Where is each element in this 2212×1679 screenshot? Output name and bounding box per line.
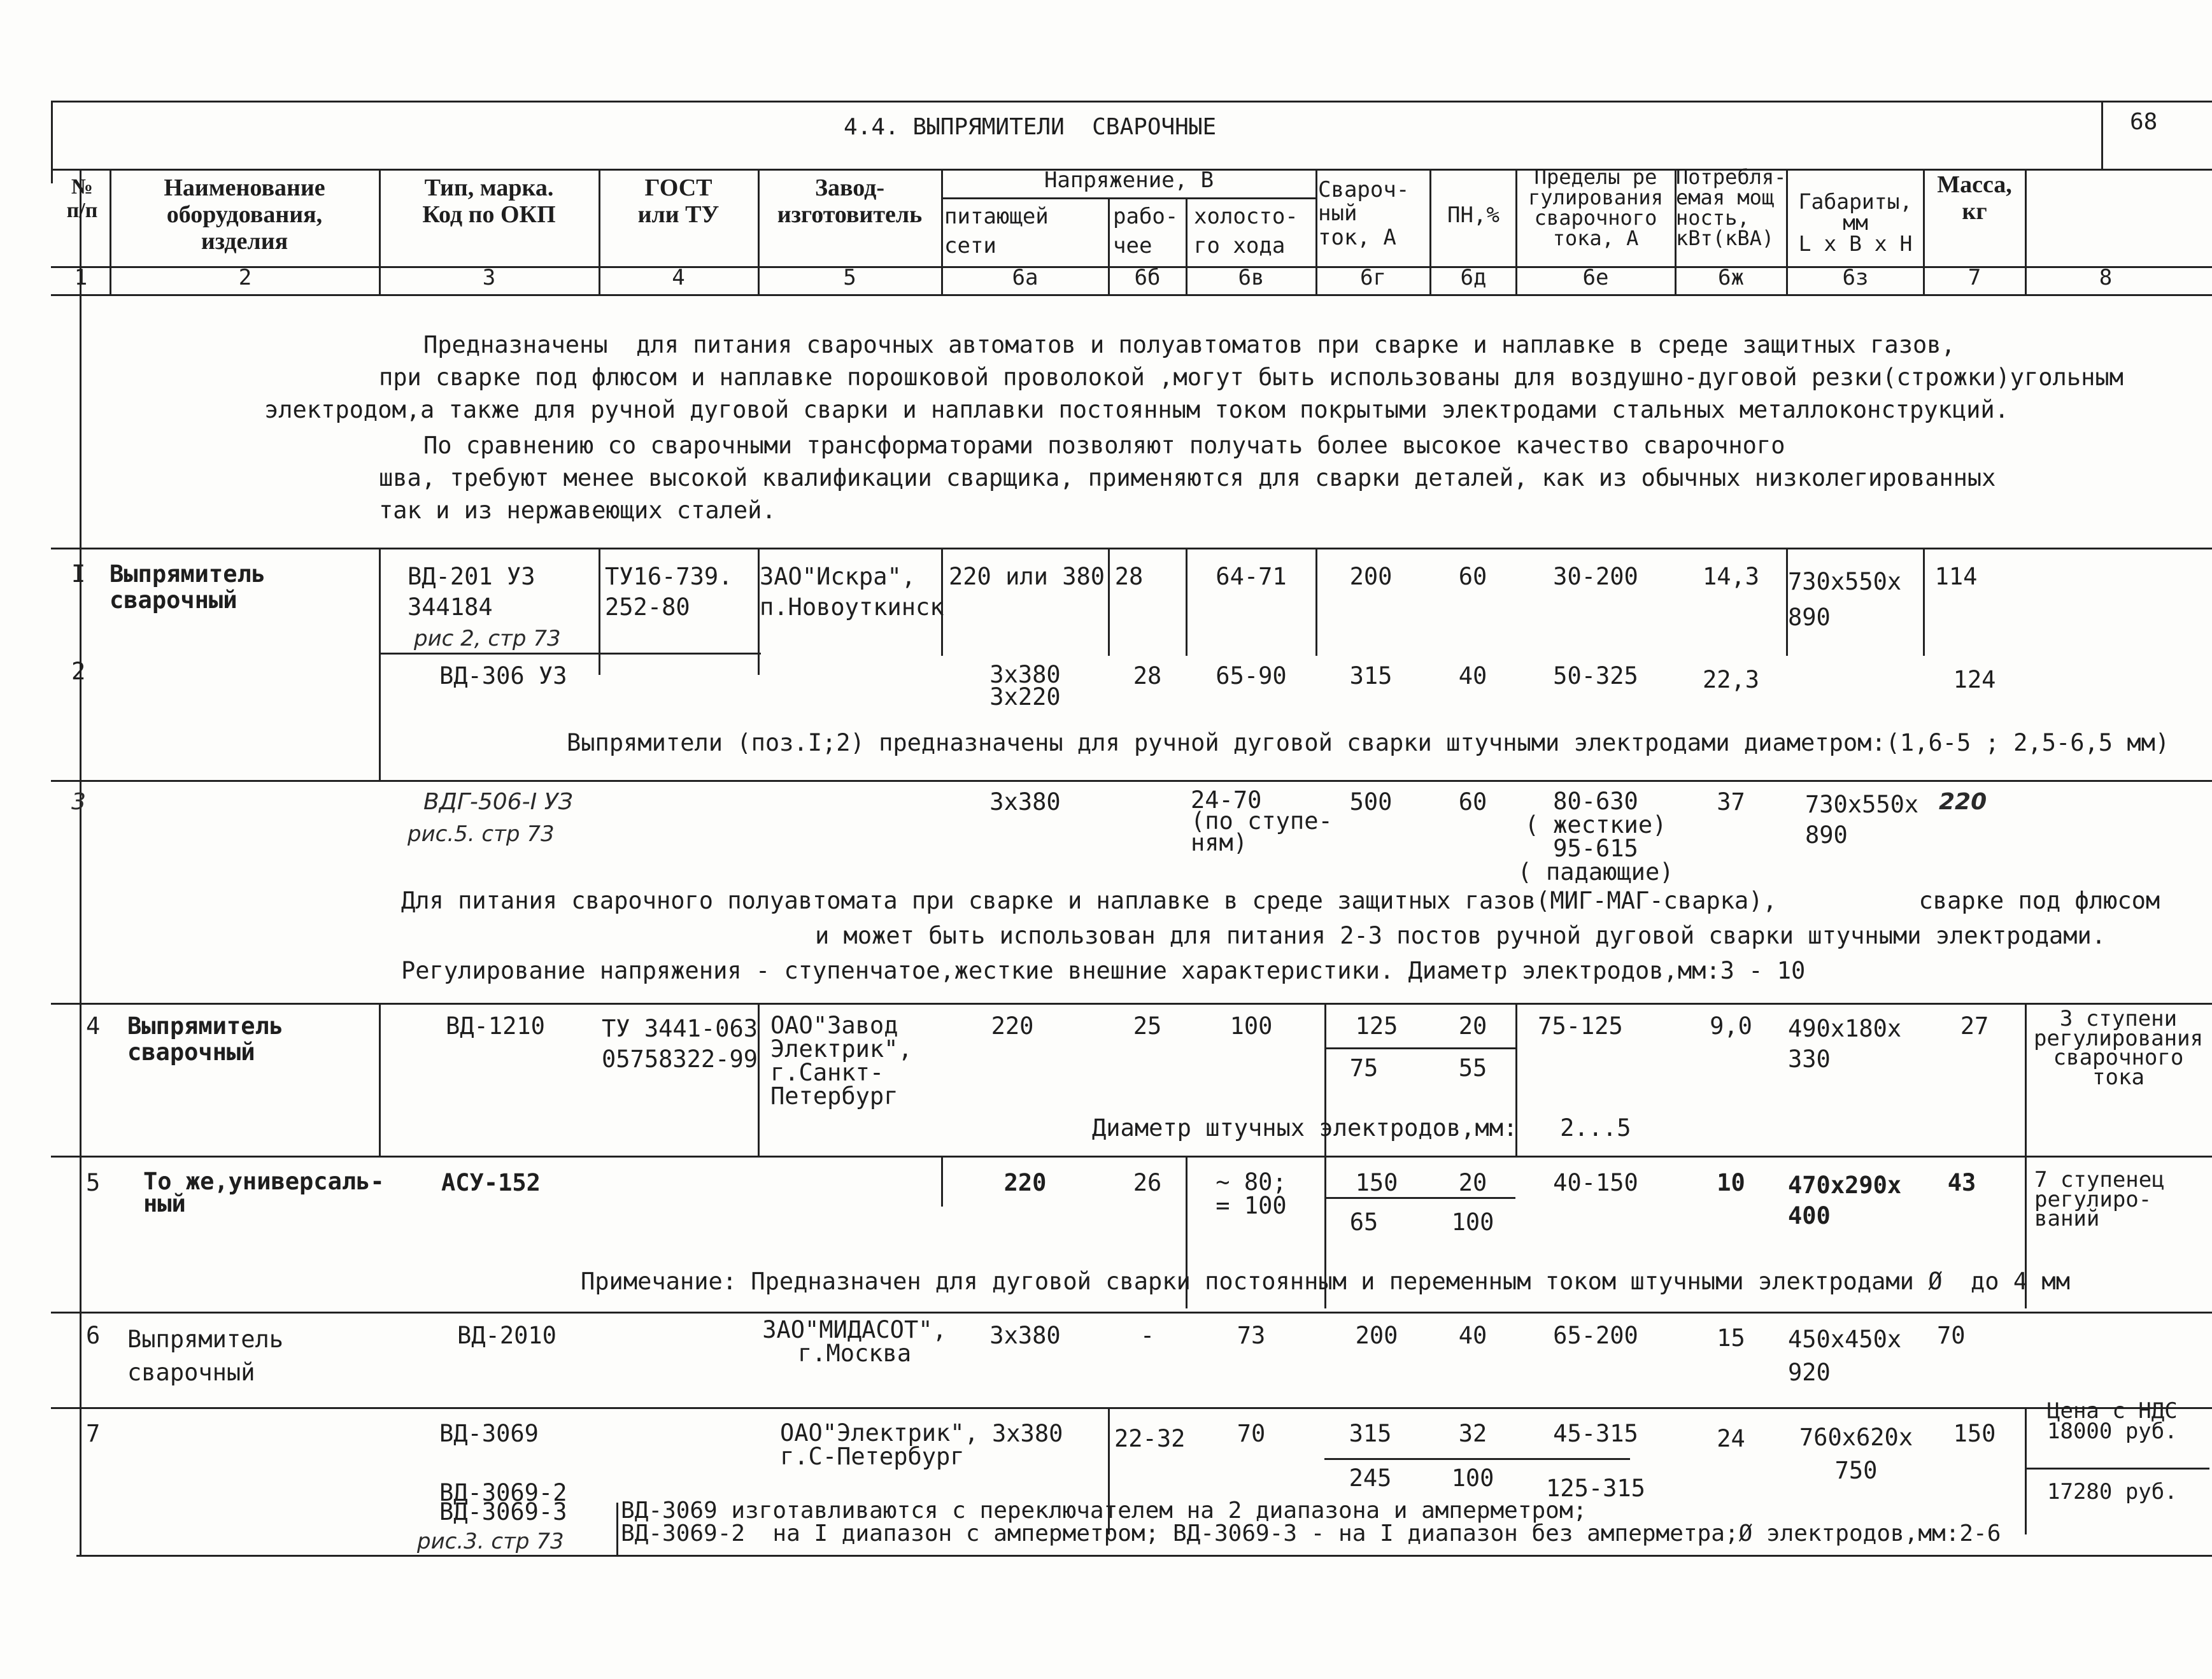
row1-type: ВД-201 УЗ 344184 xyxy=(408,563,535,621)
row2-current: 315 xyxy=(1349,662,1393,690)
rule-row1 xyxy=(51,548,2212,549)
colnum-6d: 6д xyxy=(1460,265,1487,290)
header-type: Тип, марка. Код по ОКП xyxy=(422,174,556,228)
row1-current: 200 xyxy=(1349,563,1393,590)
row7-power: 24 xyxy=(1717,1425,1745,1452)
header-gost: ГОСТ или ТУ xyxy=(637,174,720,228)
row7-range: 45-315 xyxy=(1553,1420,1638,1447)
rule-row2 xyxy=(51,780,2212,782)
row4-idle: 100 xyxy=(1230,1012,1273,1040)
row5-current-2: 65 xyxy=(1349,1208,1379,1236)
row2-work: 28 xyxy=(1133,662,1162,690)
rule-top xyxy=(51,101,2212,103)
row7-num: 7 xyxy=(86,1420,101,1447)
row4-maker: ОАО"Завод Электрик", г.Санкт- Петербург xyxy=(770,1012,912,1110)
rule-price xyxy=(2025,1468,2209,1470)
row5-pn: 20 xyxy=(1458,1169,1487,1196)
intro-line-5: шва, требуют менее высокой квалификации сварщика, применяются для сварки деталей, как из обычных низколегированных xyxy=(379,464,1996,492)
rule-v-r7-remark xyxy=(2025,1407,2027,1534)
row3-range: 80-630 ( жесткие) 95-615 ( падающие) xyxy=(1517,788,1674,886)
row1-mass: 114 xyxy=(1934,563,1978,590)
row1-pn: 60 xyxy=(1458,563,1487,590)
row2-supply: 3х380 3х220 xyxy=(989,661,1061,711)
row1-work: 28 xyxy=(1114,563,1144,590)
header-mass: Масса, кг xyxy=(1937,171,2012,225)
rule-row7 xyxy=(51,1407,2212,1409)
row7-maker: ОАО"Электрик", г.С-Петербург xyxy=(780,1419,979,1470)
row5-work: 26 xyxy=(1133,1169,1162,1196)
row3-num: 3 xyxy=(71,789,86,815)
colnum-3: 3 xyxy=(482,265,496,290)
row7-price-1: Цена с НДС 18000 руб. xyxy=(2047,1398,2178,1445)
row2-num: 2 xyxy=(71,658,86,685)
header-v-work: рабо- чее xyxy=(1113,204,1179,259)
colnum-6b: 6б xyxy=(1134,265,1161,290)
row1-supply: 220 или 380 xyxy=(949,563,1105,590)
row3-dims: 730х550х 890 xyxy=(1805,791,1919,849)
row5-idle: ~ 80; = 100 xyxy=(1216,1168,1287,1219)
page-number: 68 xyxy=(2130,109,2158,135)
header-v-idle: холосто- го хода xyxy=(1194,204,1298,259)
colnum-4: 4 xyxy=(672,265,685,290)
row6-pn: 40 xyxy=(1458,1322,1487,1349)
row2-idle: 65-90 xyxy=(1216,662,1287,690)
row6-power: 15 xyxy=(1717,1324,1745,1352)
row4-range: 75-125 xyxy=(1538,1012,1623,1040)
header-num: № п/п xyxy=(66,175,98,223)
row7-mass: 150 xyxy=(1953,1420,1996,1447)
row6-dims: 450х450х 920 xyxy=(1788,1326,1902,1386)
row7-idle: 70 xyxy=(1237,1420,1266,1447)
rule-v-r4-gost xyxy=(758,1003,760,1156)
colnum-2: 2 xyxy=(238,265,252,290)
row3-fig: рис.5. стр 73 xyxy=(408,821,555,847)
row7-current: 315 xyxy=(1349,1420,1392,1447)
row1-idle: 64-71 xyxy=(1216,563,1287,590)
row1-name: Выпрямитель сварочный xyxy=(110,560,266,614)
row7-pn: 32 xyxy=(1458,1420,1487,1447)
row3-pn: 60 xyxy=(1458,788,1487,816)
row7-work: 22-32 xyxy=(1114,1425,1186,1452)
rule-v-num xyxy=(80,169,82,1557)
row1-num: I xyxy=(71,560,86,588)
row1-power: 14,3 xyxy=(1702,563,1760,590)
rule-voltage xyxy=(941,197,1315,199)
header-pn: ПН,% xyxy=(1447,202,1499,228)
rule-row1-sub xyxy=(379,653,761,655)
row2-mass: 124 xyxy=(1953,666,1996,693)
colnum-6v: 6в xyxy=(1238,265,1265,290)
intro-line-6: так и из нержавеющих сталей. xyxy=(379,497,776,524)
intro-line-2: при сварке под флюсом и наплавке порошковой проволокой ,могут быть использованы для воздушно-дуговой резки(строжки)угольным xyxy=(379,364,2123,391)
row6-supply: 3х380 xyxy=(989,1322,1061,1349)
row6-maker: ЗАО"МИДАСОТ", г.Москва xyxy=(762,1316,947,1367)
row3-idle: 24-70 (по ступе- ням) xyxy=(1191,786,1333,856)
intro-line-3: электродом,а также для ручной дуговой сварки и наплавки постоянным током покрытыми электродами стальных металлоконструкций. xyxy=(264,396,2009,423)
row4-power: 9,0 xyxy=(1710,1012,1752,1040)
row5-range: 40-150 xyxy=(1553,1169,1638,1196)
header-name: Наименование оборудования, изделия xyxy=(164,174,325,255)
colnum-8: 8 xyxy=(2099,265,2113,290)
row3-type: ВДГ-506-I УЗ xyxy=(423,789,573,815)
row5-current: 150 xyxy=(1355,1169,1398,1196)
row3-note-2: и может быть использован для питания 2-3 постов ручной дуговой сварки штучными электродами. xyxy=(815,922,2106,949)
header-power: Потребля- емая мощ ность, кВт(кВА) xyxy=(1676,165,1787,250)
row3-note-1: Для питания сварочного полуавтомата при сварке и наплавке в среде защитных газов(МИГ-МАГ-сварка), сварке под флюсом xyxy=(401,887,2160,914)
rule-row5-sub xyxy=(1324,1197,1515,1199)
rule-v-body-gost xyxy=(599,548,600,675)
row2-pn: 40 xyxy=(1458,662,1487,690)
row5-supply: 220 xyxy=(1003,1169,1047,1196)
row4-remark: 3 ступени регулирования сварочного тока xyxy=(2033,1006,2204,1090)
header-maker: Завод- изготовитель xyxy=(777,174,923,228)
rule-v-body-type xyxy=(379,548,381,780)
rule-bottom xyxy=(76,1555,2212,1557)
colnum-6a: 6а xyxy=(1012,265,1039,290)
rule-row6 xyxy=(51,1312,2212,1314)
row4-gost: ТУ 3441-063 05758322-99 xyxy=(602,1015,758,1073)
row4-note: Диаметр штучных электродов,мм: 2...5 xyxy=(1092,1114,1631,1142)
rule-v-r7-note xyxy=(616,1503,618,1557)
colnum-6g: 6г xyxy=(1360,265,1386,290)
row3-mass: 220 xyxy=(1939,789,1987,815)
rule-row7-sub xyxy=(1324,1458,1630,1460)
row7-dims: 760х620х 750 xyxy=(1799,1424,1913,1484)
row4-pn: 20 xyxy=(1458,1012,1487,1040)
row2-range: 50-325 xyxy=(1553,662,1638,690)
row5-note: Примечание: Предназначен для дуговой сварки постоянным и переменным током штучными электродами Ø до 4 мм xyxy=(581,1268,2070,1295)
row7-variants: ВД-3069-2 ВД-3069-3 xyxy=(439,1479,567,1526)
row6-mass: 70 xyxy=(1937,1322,1966,1349)
row5-num: 5 xyxy=(86,1169,101,1196)
row2-power: 22,3 xyxy=(1702,666,1760,693)
row6-type: ВД-2010 xyxy=(457,1322,557,1349)
row5-remark: 7 ступенец регулиро- ваний xyxy=(2034,1167,2165,1232)
section-title: 4.4. ВЫПРЯМИТЕЛИ СВАРОЧНЫЕ xyxy=(844,114,1217,140)
header-range: Пределы ре гулирования сварочного тока, А xyxy=(1528,165,1663,250)
intro-line-4: По сравнению со сварочными трансформаторами позволяют получать более высокое качество сварочного xyxy=(423,432,1785,459)
colnum-6e: 6е xyxy=(1582,265,1609,290)
header-dims: Габариты, мм L x B x H xyxy=(1798,189,1913,256)
row7-fig: рис.3. стр 73 xyxy=(417,1529,564,1554)
row3-current: 500 xyxy=(1349,788,1393,816)
row4-supply: 220 xyxy=(991,1012,1034,1040)
row1-range: 30-200 xyxy=(1553,563,1638,590)
rule-v-pagebox xyxy=(2101,101,2103,171)
row4-current-2: 75 xyxy=(1349,1054,1379,1082)
rule-v-left xyxy=(51,101,53,183)
row6-range: 65-200 xyxy=(1553,1322,1638,1349)
rule-row4 xyxy=(51,1003,2212,1005)
header-current: Свароч- ный ток, А xyxy=(1318,177,1410,250)
colnum-7: 7 xyxy=(1967,265,1982,290)
row5-pn-2: 100 xyxy=(1451,1208,1494,1236)
row3-note-3: Регулирование напряжения - ступенчатое,жесткие внешние характеристики. Диаметр электродов,мм:3 - 10 xyxy=(401,957,1806,984)
row7-range-2: 125-315 xyxy=(1546,1475,1645,1502)
colnum-6z: 6з xyxy=(1842,265,1869,290)
row3-supply: 3х380 xyxy=(989,788,1061,816)
row5-dims: 470х290х 400 xyxy=(1788,1172,1902,1230)
row5-mass: 43 xyxy=(1947,1169,1976,1196)
row6-name: Выпрямитель сварочный xyxy=(127,1326,284,1386)
row4-num: 4 xyxy=(86,1012,101,1040)
row5-type: АСУ-152 xyxy=(441,1169,541,1196)
row7-current-2: 245 xyxy=(1349,1464,1392,1492)
rule-row5 xyxy=(51,1156,2212,1158)
row6-current: 200 xyxy=(1355,1322,1398,1349)
header-v-supply: питающей сети xyxy=(944,204,1049,259)
row2-note: Выпрямители (поз.I;2) предназначены для ручной дуговой сварки штучными электродами диаметром:(1,6-5 ; 2,5-6,5 мм) xyxy=(567,729,2170,756)
row6-work: - xyxy=(1140,1322,1155,1349)
row7-price-2: 17280 руб. xyxy=(2047,1479,2178,1505)
row4-mass: 27 xyxy=(1960,1012,1989,1040)
colnum-6zh: 6ж xyxy=(1718,265,1744,290)
row7-type: ВД-3069 xyxy=(439,1420,539,1447)
row4-pn-2: 55 xyxy=(1458,1054,1487,1082)
header-voltage: Напряжение, В xyxy=(1044,167,1214,193)
row1-fig: рис 2, стр 73 xyxy=(414,626,561,651)
row3-power: 37 xyxy=(1717,788,1745,816)
rule-v-r4-type xyxy=(379,1003,381,1156)
rule-colnums-bottom xyxy=(51,294,2212,296)
row7-supply: 3х380 xyxy=(992,1420,1063,1447)
row4-type: ВД-1210 xyxy=(446,1012,545,1040)
colnum-5: 5 xyxy=(843,265,856,290)
row7-pn-2: 100 xyxy=(1451,1464,1494,1492)
row4-name: Выпрямитель сварочный xyxy=(127,1012,284,1066)
rule-row4-sub xyxy=(1324,1047,1515,1049)
row1-maker: ЗАО"Искра", п.Новоуткинск xyxy=(760,563,944,621)
row4-dims: 490х180х 330 xyxy=(1788,1015,1902,1073)
row1-gost: ТУ16-739. 252-80 xyxy=(605,563,733,621)
row5-name: То же,универсаль- ный xyxy=(143,1168,385,1218)
row4-work: 25 xyxy=(1133,1012,1162,1040)
row1-dims: 730х550х 890 xyxy=(1788,568,1902,631)
row7-note: ВД-3069 изготавливаются с переключателем на 2 диапазона и амперметром; ВД-3069-2 на I диапазон с амперметром; ВД-3069-3 - на I диапазон без амперметра;Ø электродов,мм:2-6 xyxy=(621,1498,2001,1547)
row4-current: 125 xyxy=(1355,1012,1398,1040)
row6-num: 6 xyxy=(86,1322,101,1349)
row6-idle: 73 xyxy=(1237,1322,1266,1349)
row5-power: 10 xyxy=(1717,1169,1745,1196)
intro-line-1: Предназначены для питания сварочных автоматов и полуавтоматов при сварке и наплавке в среде защитных газов, xyxy=(423,331,1955,358)
colnum-1: 1 xyxy=(74,265,88,290)
row2-type: ВД-306 УЗ xyxy=(439,662,567,690)
